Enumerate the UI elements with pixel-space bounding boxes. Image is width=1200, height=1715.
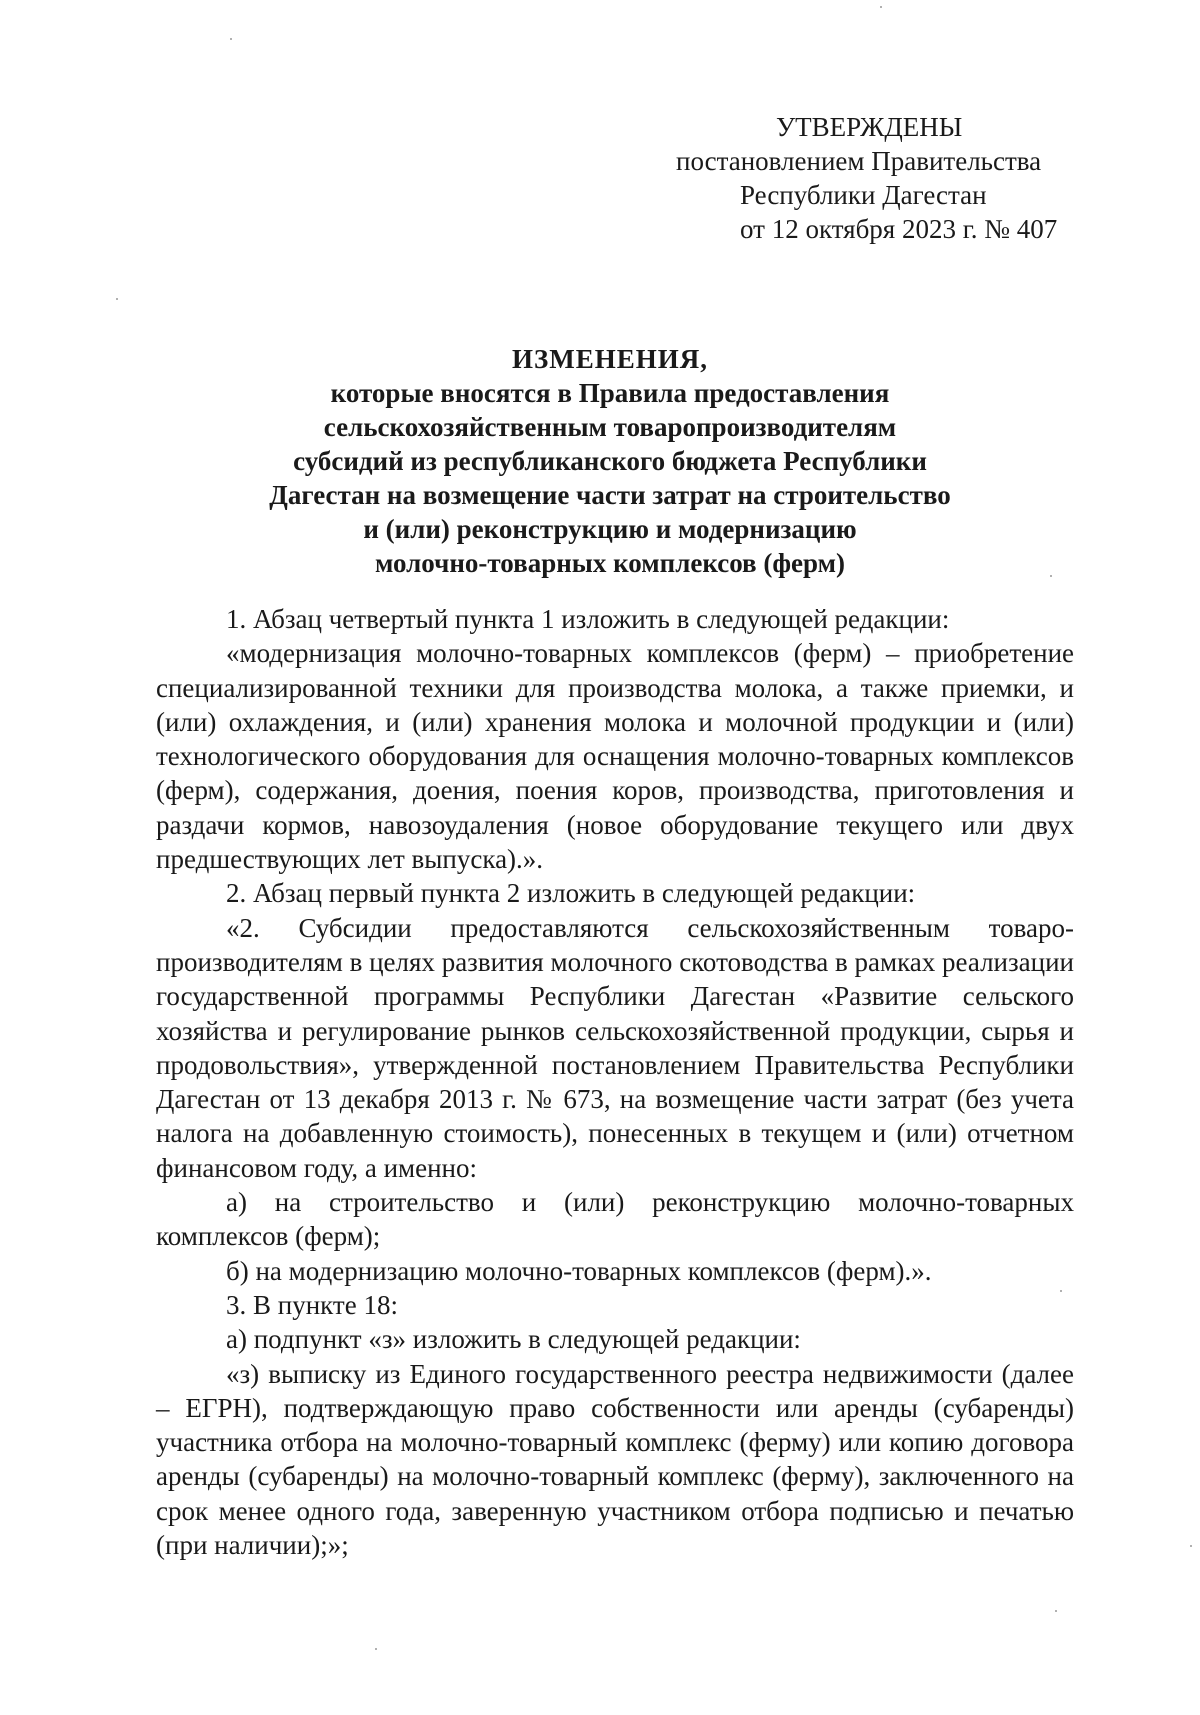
paragraph: «модернизация молочно-товарных комплексов (ферм) – приобретение специализированной техники для производства молока, а также приемки, и (или) охлаждения, и (или) хранения молока и молочной продукции и (или) технологического оборудования для оснащения молочно-товарных комплексов (ферм), содержания, доения, поения коров, производства, приготовления и раздачи кормов, навозоудаления (новое оборудование текущего или двух предшествующих лет выпуска).». — [156, 638, 1074, 875]
title-line: которые вносятся в Правила предоставления — [330, 378, 890, 408]
paragraph: 3. В пункте 18: — [226, 1289, 398, 1320]
document-title — [150, 342, 1070, 580]
paragraph: 1. Абзац четвертый пункта 1 изложить в следующей редакции: — [226, 604, 950, 634]
scan-speck — [1190, 1545, 1192, 1547]
scan-speck — [880, 6, 882, 8]
approval-line: постановлением Правительства — [676, 146, 1042, 176]
title-line: и (или) реконструкцию и модернизацию — [363, 514, 857, 544]
approval-date-number: от 12 октября 2023 г. № 407 — [740, 214, 1058, 244]
approval-heading: УТВЕРЖДЕНЫ — [776, 112, 963, 142]
title-line: субсидий из республиканского бюджета Республики — [293, 446, 927, 476]
paragraph: а) подпункт «з» изложить в следующей редакции: — [226, 1324, 801, 1355]
paragraph: б) на модернизацию молочно-товарных комплексов (ферм).». — [226, 1255, 932, 1286]
approval-stamp — [676, 110, 1096, 246]
document-body — [156, 602, 1074, 1562]
paragraph: «2. Субсидии предоставляются сельскохозяйственным товаро-производителям в целях развития молочного скотоводства в рамках реализации государственной программы Республики Дагестан «Развитие сельского хозяйства и регулирование рынков сельскохозяйственной продукции, сырья и продовольствия», утвержденной постановлением Правительства Республики Дагестан от 13 декабря 2013 г. № 673, на возмещение части затрат (без учета налога на добавленную стоимость), понесенных в текущем и (или) отчетном финансовом году, а именно: — [156, 912, 1074, 1183]
title-line: Дагестан на возмещение части затрат на строительство — [269, 480, 951, 510]
approval-line: Республики Дагестан — [740, 180, 987, 210]
title-line: молочно-товарных комплексов (ферм) — [374, 548, 846, 578]
title-main: ИЗМЕНЕНИЯ, — [511, 344, 708, 374]
paragraph: «з) выписку из Единого государственного реестра недвижимости (далее – ЕГРН), подтверждающую право собственности или аренды (субаренды) участника отбора на молочно-товарный комплекс (ферму) или копию договора аренды (субаренды) на молочно-товарный комплекс (ферму), заключенного на срок менее одного года, заверенную участником отбора подписью и печатью (при наличии);»; — [156, 1358, 1074, 1561]
scan-speck — [1050, 575, 1052, 577]
scan-speck — [1060, 1290, 1062, 1292]
scan-speck — [1055, 1610, 1057, 1612]
title-line: сельскохозяйственным товаропроизводителям — [323, 412, 897, 442]
scan-speck — [116, 298, 118, 300]
scan-speck — [230, 38, 232, 40]
scan-speck — [375, 1648, 377, 1650]
paragraph: 2. Абзац первый пункта 2 изложить в следующей редакции: — [226, 878, 916, 909]
paragraph: а) на строительство и (или) реконструкцию молочно-товарных комплексов (ферм); — [156, 1187, 1074, 1252]
